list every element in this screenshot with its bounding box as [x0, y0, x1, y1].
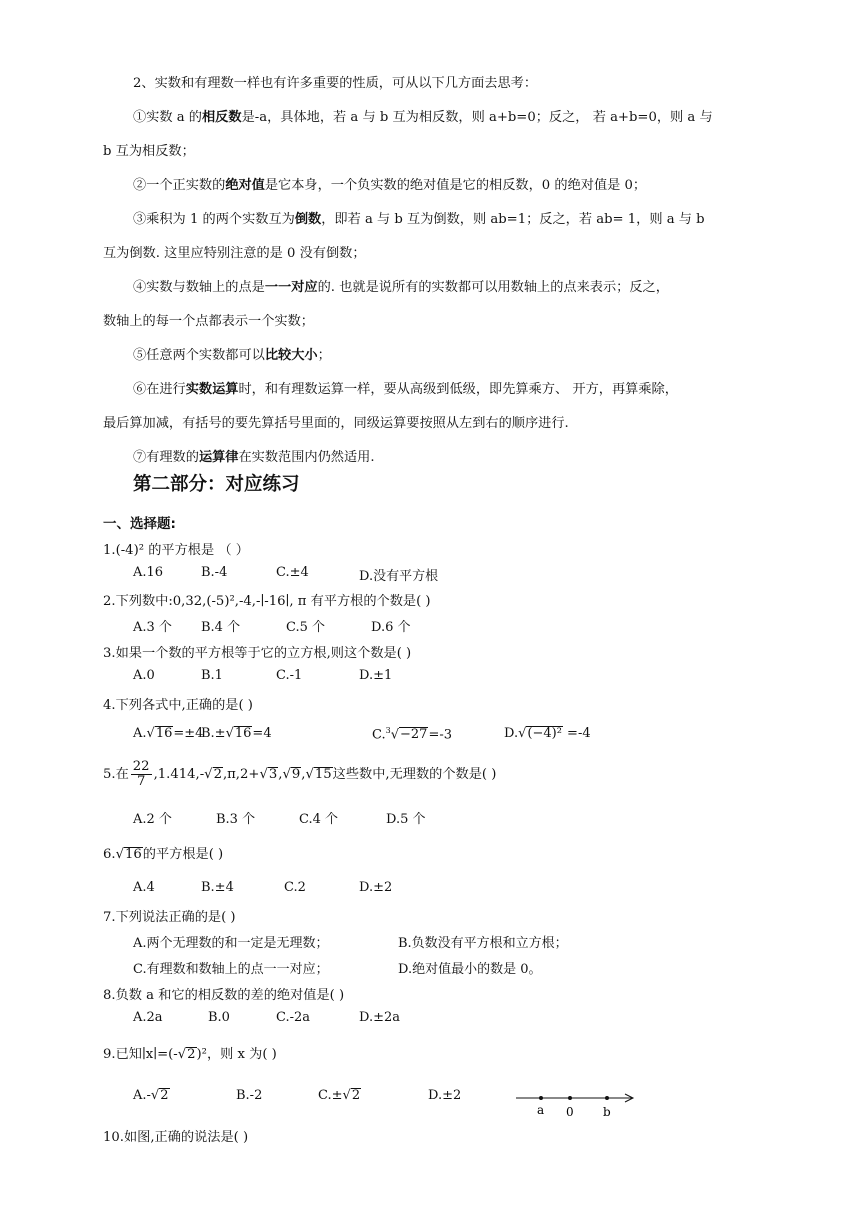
- question-4: 4.下列各式中,正确的是( ): [103, 698, 253, 713]
- radicand: 16: [234, 726, 252, 741]
- question-5-option-c: C.4 个: [299, 812, 339, 827]
- question-8-option-d: D.±2a: [359, 1010, 401, 1025]
- question-5-text: ,: [278, 766, 283, 782]
- option-value: =-4: [562, 726, 591, 741]
- option-value: =±4: [173, 726, 204, 741]
- question-4-option-d: D.√(−4)² =-4: [504, 726, 591, 741]
- question-6-option-a: A.4: [133, 880, 155, 895]
- option-value: =-3: [428, 727, 453, 743]
- point-b: [605, 1096, 609, 1100]
- property-2-text: ②一个正实数的: [133, 178, 226, 193]
- question-6: 6.√16的平方根是( ): [103, 847, 224, 862]
- property-1-text-rest: 是-a，具体地，若 a 与 b 互为相反数，则 a+b=0；反之， 若 a+b=0，则 a 与: [241, 110, 713, 125]
- option-label: D.: [504, 726, 519, 741]
- question-8-option-b: B.0: [208, 1010, 230, 1025]
- property-6-text: ⑥在进行: [133, 382, 186, 397]
- property-6-text-rest: 时，和有理数运算一样，要从高级到低级，即先算乘方、 开方，再算乘除，: [238, 382, 678, 397]
- fraction: [131, 760, 152, 789]
- question-6-option-c: C.2: [284, 880, 306, 895]
- numerator: 22: [132, 759, 150, 774]
- question-8-option-a: A.2a: [133, 1010, 163, 1025]
- question-8: 8.负数 a 和它的相反数的差的绝对值是( ): [103, 988, 345, 1003]
- option-label: C.: [372, 727, 386, 743]
- radicand: 15: [314, 766, 332, 782]
- property-7-keyword: 运算律: [198, 450, 239, 465]
- property-1-text: ①实数 a 的: [133, 110, 202, 125]
- question-6-option-d: D.±2: [359, 880, 393, 895]
- question-4-option-b: B.±√16=4: [201, 726, 272, 741]
- question-3-option-b: B.1: [201, 668, 223, 683]
- question-6-prefix: 6.: [103, 847, 116, 862]
- question-9: 9.已知∣x∣=(-√2)²，则 x 为( ): [103, 1047, 277, 1062]
- question-3-option-c: C.-1: [276, 668, 303, 683]
- property-6: [133, 378, 678, 397]
- radicand: (−4)²: [527, 726, 562, 741]
- property-2: [133, 174, 646, 193]
- label-a: a: [537, 1103, 545, 1117]
- question-1-option-a: A.16: [133, 565, 164, 580]
- question-5-text: ,: [301, 766, 306, 782]
- property-4-continued: 数轴上的每一个点都表示一个实数；: [103, 314, 314, 329]
- radicand: 9: [291, 766, 301, 782]
- question-9-option-a: A.-√2: [133, 1088, 169, 1103]
- option-label: A.-: [133, 1088, 151, 1103]
- question-1-option-c: C.±4: [276, 565, 309, 580]
- property-2-text-rest: 是它本身，一个负实数的绝对值是它的相反数，0 的绝对值是 0；: [264, 178, 647, 193]
- question-2-option-a: A.3 个: [133, 620, 172, 635]
- denominator: 7: [136, 773, 146, 789]
- question-5: 5.在 $\frac{22}{7}$ ,1.414,-√2,π,2+√3,√9,√15这些数中,无理数的个数是( ): [103, 759, 497, 789]
- property-4: [133, 276, 669, 295]
- question-8-option-c: C.-2a: [276, 1010, 311, 1025]
- question-6-suffix: 的平方根是( ): [142, 847, 224, 862]
- question-9-option-c: C.±√2: [318, 1088, 361, 1103]
- radicand: 2: [187, 1047, 196, 1062]
- property-1-keyword: 相反数: [202, 110, 242, 125]
- radicand: 3: [268, 766, 278, 782]
- question-5-text: ,1.414,-: [153, 766, 205, 782]
- property-4-keyword: 一一对应: [264, 280, 318, 295]
- property-3: [133, 208, 705, 227]
- question-3-option-d: D.±1: [359, 668, 393, 683]
- radicand: 2: [160, 1088, 169, 1103]
- property-3-keyword: 倒数: [294, 212, 322, 227]
- property-3-text: ③乘积为 1 的两个实数互为: [133, 212, 295, 227]
- question-5-option-d: D.5 个: [386, 812, 426, 827]
- number-line-figure: [514, 1084, 644, 1124]
- question-1-option-b: B.-4: [201, 565, 228, 580]
- property-5-keyword: 比较大小: [264, 348, 318, 363]
- section-intro: 2、实数和有理数一样也有许多重要的性质，可从以下几方面去思考：: [133, 76, 538, 91]
- question-5-prefix: 5.在: [103, 766, 129, 782]
- question-7-option-c: C.有理数和数轴上的点一一对应；: [133, 962, 329, 977]
- question-1-option-d: D.没有平方根: [359, 569, 439, 584]
- property-7-text: ⑦有理数的: [133, 450, 199, 465]
- question-9-suffix: )²，则 x 为( ): [196, 1047, 277, 1062]
- label-zero: 0: [566, 1105, 574, 1119]
- radicand: 16: [155, 726, 173, 741]
- radicand: 2: [351, 1088, 361, 1103]
- question-2-option-c: C.5 个: [286, 620, 326, 635]
- radicand: 2: [213, 766, 222, 782]
- question-4-option-c: C.$^3$√−27=-3: [372, 726, 453, 743]
- question-9-option-b: B.-2: [236, 1088, 263, 1103]
- question-9-prefix: 9.已知∣x∣=(-: [103, 1047, 178, 1062]
- option-label: A.: [133, 726, 147, 741]
- question-5-text: ,π,2+: [222, 766, 260, 782]
- question-7-option-b: B.负数没有平方根和立方根；: [398, 936, 568, 951]
- property-1-continued: b 互为相反数；: [103, 144, 195, 159]
- property-7-text-rest: 在实数范围内仍然适用.: [238, 450, 375, 465]
- property-6-continued: 最后算加减，有括号的要先算括号里面的，同级运算要按照从左到右的顺序进行.: [103, 416, 569, 431]
- section-title: 一、选择题:: [103, 516, 176, 532]
- point-zero: [568, 1096, 572, 1100]
- property-5: [133, 344, 331, 363]
- question-6-option-b: B.±4: [201, 880, 234, 895]
- radicand: 16: [125, 847, 142, 862]
- question-3: 3.如果一个数的平方根等于它的立方根,则这个数是( ): [103, 646, 412, 661]
- property-5-text-rest: ；: [317, 348, 331, 363]
- question-9-option-d: D.±2: [428, 1088, 462, 1103]
- property-2-keyword: 绝对值: [225, 178, 265, 193]
- property-7: [133, 446, 375, 465]
- option-value: =4: [252, 726, 272, 741]
- question-4-option-a: A.√16=±4: [133, 726, 204, 741]
- property-1: [133, 106, 713, 125]
- question-5-option-b: B.3 个: [216, 812, 256, 827]
- part-title: 第二部分：对应练习: [133, 474, 300, 495]
- question-7: 7.下列说法正确的是( ): [103, 910, 236, 925]
- option-label: C.±: [318, 1088, 343, 1103]
- property-3-text-rest: ，即若 a 与 b 互为倒数，则 ab=1；反之，若 ab= 1，则 a 与 b: [321, 212, 705, 227]
- question-2-option-b: B.4 个: [201, 620, 241, 635]
- question-10: 10.如图,正确的说法是( ): [103, 1130, 249, 1145]
- question-1: 1.(-4)² 的平方根是 （ ）: [103, 543, 249, 558]
- question-2: 2.下列数中:0,32,(-5)²,-4,-∣-16∣, π 有平方根的个数是( ): [103, 594, 431, 609]
- question-2-option-d: D.6 个: [371, 620, 411, 635]
- question-3-option-a: A.0: [133, 668, 155, 683]
- label-b: b: [603, 1105, 611, 1119]
- property-4-text: ④实数与数轴上的点是: [133, 280, 265, 295]
- question-7-option-a: A.两个无理数的和一定是无理数；: [133, 936, 329, 951]
- root-index: 3: [385, 726, 391, 735]
- option-label: B.±: [201, 726, 226, 741]
- question-5-option-a: A.2 个: [133, 812, 172, 827]
- property-5-text: ⑤任意两个实数都可以: [133, 348, 265, 363]
- property-6-keyword: 实数运算: [185, 382, 239, 397]
- radicand: −27: [400, 727, 428, 743]
- question-5-suffix: 这些数中,无理数的个数是( ): [332, 766, 497, 782]
- question-7-option-d: D.绝对值最小的数是 0。: [398, 962, 542, 977]
- property-3-continued: 互为倒数. 这里应特别注意的是 0 没有倒数；: [103, 246, 366, 261]
- point-a: [539, 1096, 543, 1100]
- property-4-text-rest: 的. 也就是说所有的实数都可以用数轴上的点来表示；反之，: [317, 280, 669, 295]
